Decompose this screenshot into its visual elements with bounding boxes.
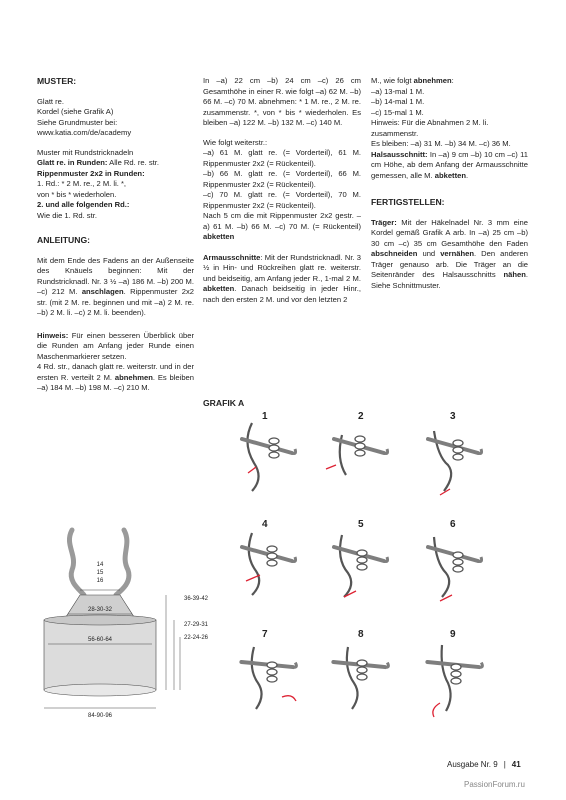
col3-bold: abnehmen [413, 76, 452, 85]
yarn-icon [442, 645, 451, 711]
hals-label: Halsausschnitt: [371, 149, 428, 159]
col3-bleiben: Es bleiben: –a) 31 M. –b) 34 M. –c) 36 M. [371, 139, 511, 148]
lower-width-label: 56-60-64 [87, 637, 113, 643]
strap-left [69, 530, 84, 595]
arrow-icon [326, 465, 336, 469]
glatt-line [37, 158, 194, 169]
rippen-label: Rippenmuster 2x2 in Runden: [37, 168, 145, 178]
traeger-label: Träger: [371, 217, 397, 227]
top-measure: 14 [96, 562, 104, 568]
step-6 [428, 519, 482, 601]
rundstrick-intro: Muster mit Rundstricknadeln [37, 147, 134, 157]
column-right [371, 76, 528, 300]
col3-line: –c) 15-mal 1 M. [371, 107, 424, 117]
hals-text-end: . [465, 170, 469, 180]
muster-line: Glatt re. [37, 96, 65, 106]
watermark: PassionForum.ru [464, 780, 525, 789]
issue-label: Ausgabe Nr. 9 [447, 760, 498, 769]
traeger-text-2: und [417, 249, 441, 258]
glatt-text: Alle Rd. re. str. [107, 158, 159, 167]
col3-line: –b) 14-mal 1 M. [371, 97, 425, 106]
traeger-paragraph [371, 218, 528, 292]
traeger-text-4: . Siehe Schnittmuster. [371, 270, 528, 290]
hinweis-label: Hinweis: [37, 330, 69, 340]
column-left [37, 76, 194, 403]
traeger-bold-3: nähen [503, 270, 526, 279]
armausschnitte-bold: abketten [203, 284, 235, 293]
col2-paragraph-2 [203, 138, 361, 243]
yarn-icon [249, 533, 259, 595]
footer-separator: | [503, 760, 506, 769]
anleitung-paragraph [37, 256, 194, 319]
anleitung-text: Mit dem Ende des Fadens an der Außenseite des Knäuels beginnen: Mit der Rundstricknadl. Nr. 3 ½ –a) 186 M. –b) 200 M. –c) 212 M. [37, 255, 194, 296]
halsausschnitt-paragraph [371, 150, 528, 182]
traeger-bold-2: vernähen [440, 249, 474, 258]
yarn-icon [252, 647, 262, 709]
traeger-text: Mit der Häkelnadel Nr. 3 mm eine Kordel gemäß Grafik A arb. In –a) 25 cm –b) 30 cm –c) 35 cm Gesamthöhe den Faden [371, 217, 528, 248]
step-number: 4 [262, 519, 268, 530]
yarn-icon [434, 537, 449, 597]
grafik-a-steps [230, 405, 530, 745]
abnehmen-text: 4 Rd. str., danach glatt re. weiterstr. und in der ersten R. verteilt 2 M. [37, 362, 194, 382]
page-number: 41 [511, 760, 521, 769]
muster-line: Siehe Grundmuster bei: [37, 117, 118, 127]
col2-line: –c) 70 M. glatt re. (= Vorderteil), 70 M. Rippenmuster 2x2 (= Rückenteil). [203, 190, 361, 210]
anleitung-bold: anschlagen [81, 287, 124, 296]
rippen-label-2: 2. und alle folgenden Rd.: [37, 200, 130, 209]
body-bottom-ellipse [44, 684, 156, 696]
fertigstellen-heading: FERTIGSTELLEN: [371, 197, 445, 207]
arrow-icon [282, 696, 296, 701]
step-number: 5 [358, 519, 364, 530]
step-number: 7 [262, 629, 268, 640]
armausschnitte-text-2: . Danach beidseitig in jeder Hinr., nach den ersten 2 M. und vor den letzten 2 [203, 284, 361, 304]
rippen-line: 1. Rd.: * 2 M. re., 2 M. li. *, [37, 179, 127, 188]
arrow-icon [248, 467, 256, 473]
step-1 [242, 411, 296, 491]
yarn-icon [247, 423, 258, 491]
rundstrick-block [37, 148, 194, 222]
yarn-icon [340, 535, 351, 597]
step-7 [241, 629, 296, 709]
grafik-a-heading: GRAFIK A [203, 398, 245, 408]
hals-text: In –a) 9 cm –b) 10 cm –c) 11 cm Höhe, ab dem Anfang der Armausschnitte gemessen, alle M. [371, 149, 528, 180]
muster-heading: MUSTER: [37, 76, 77, 86]
hinweis-paragraph [37, 331, 194, 363]
col3-hinweis: Hinweis: Für die Abnahmen 2 M. li. zusammenstr. [371, 118, 489, 138]
step-4 [242, 519, 296, 595]
step-5 [334, 519, 388, 597]
bottom-width-label: 84-90-96 [87, 713, 113, 719]
anleitung-heading: ANLEITUNG: [37, 235, 90, 245]
anleitung-text-2: . Rippenmuster 2x2 str. (mit 2 M. re. beginnen und mit –a) 2 M. re. –b) 2 M. li. –c) 2 M. li. beenden). [37, 287, 194, 317]
col2-line: –a) 61 M. glatt re. (= Vorderteil), 61 M. Rippenmuster 2x2 (= Rückenteil). [203, 148, 361, 168]
step-3 [428, 411, 482, 495]
armausschnitte-paragraph [203, 253, 361, 306]
muster-block [37, 97, 194, 139]
rippen-line: von * bis * wiederholen. [37, 189, 117, 199]
col2-p3-bold: abketten [203, 232, 235, 241]
armausschnitte-text: : Mit der Rundstricknadl. Nr. 3 ½ in Hin- und Rückreihen glatt re. weiterstr. und beidseitig, am Anfang jeder R., 1-mal 2 M. [203, 252, 361, 283]
muster-url: www.katia.com/de/academy [37, 128, 132, 137]
step-9 [427, 629, 482, 717]
traeger-text-3: . Den anderen Träger genauso arb. Die Träger an die Seitenränder des Halsausschnitts [371, 249, 528, 279]
rippen-line: Wie die 1. Rd. str. [37, 210, 97, 220]
arrow-icon [433, 703, 440, 717]
hals-bold: abketten [434, 170, 466, 180]
body-top-ellipse [44, 615, 156, 625]
step-2 [326, 411, 388, 475]
step-number: 9 [450, 629, 456, 640]
col3-paragraph-1 [371, 76, 528, 181]
column-middle [203, 76, 361, 314]
schematic-diagram [28, 510, 208, 740]
top-measure: 15 [96, 570, 104, 576]
side-measure-1: 36-39-42 [184, 596, 208, 602]
armausschnitte-label: Armausschnitte [203, 252, 261, 262]
glatt-label: Glatt re. in Runden: [37, 158, 108, 167]
abnehmen-bold: abnehmen [114, 372, 153, 382]
col2-p3-text: Nach 5 cm die mit Rippenmuster 2x2 gestr. –a) 61 M. –b) 66 M. –c) 70 M. (= Rückenteil) [203, 211, 361, 231]
col2-line: –b) 66 M. glatt re. (= Vorderteil), 66 M. Rippenmuster 2x2 (= Rückenteil). [203, 169, 361, 189]
hinweis-text: Für einen besseren Überblick über die Runden am Anfang jeder Runde einen Maschenmarkierer setzen. [37, 330, 194, 361]
upper-width-label: 28-30-32 [87, 607, 113, 613]
side-measure-2: 27-29-31 [184, 622, 208, 628]
body [44, 620, 156, 690]
page-footer [447, 760, 521, 771]
col3-text-end: : [451, 76, 454, 85]
col2-line [203, 211, 361, 243]
col3-line: –a) 13-mal 1 M. [371, 86, 425, 96]
step-number: 2 [358, 411, 364, 422]
abnehmen-paragraph [37, 362, 194, 394]
step-number: 8 [358, 629, 364, 640]
step-number: 3 [450, 411, 456, 422]
muster-line: Kordel (siehe Grafik A) [37, 107, 114, 116]
strap-right [116, 530, 129, 595]
traeger-bold: abschneiden [371, 249, 418, 258]
step-8 [333, 629, 388, 709]
col2-paragraph-1: In –a) 22 cm –b) 24 cm –c) 26 cm Gesamthöhe in einer R. wie folgt –a) 62 M. –b) 66 M. –c) 70 M. abnehmen: * 1 M. re., 2 M. re. zusammenstr. *, von * bis * wiederholen. Es bleiben –a) 122 M. –b) 132 M. –c) 140 M. [203, 76, 361, 127]
yarn-icon [347, 647, 358, 709]
col2-line: Wie folgt weiterstr.: [203, 137, 268, 147]
side-measure-3: 22-24-26 [184, 635, 208, 641]
top-measure: 16 [96, 578, 104, 584]
abnehmen-text-2: . Es bleiben –a) 184 M. –b) 198 M. –c) 210 M. [37, 372, 194, 392]
step-number: 1 [262, 411, 268, 422]
col3-line [371, 76, 528, 87]
col3-text: M., wie folgt [371, 76, 414, 85]
step-number: 6 [450, 519, 456, 530]
